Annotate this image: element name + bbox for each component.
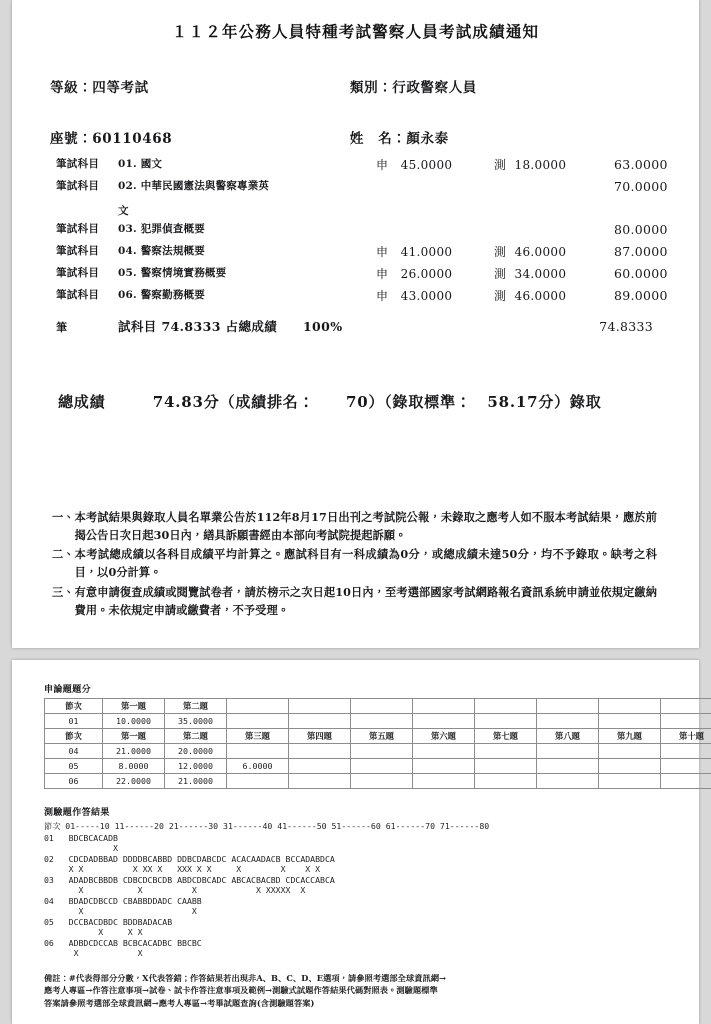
mc-answer-string: 05 DCCBACDBDC BDDBADACAB [44, 916, 173, 927]
exam-category: 類別：行政警察人員 [350, 80, 477, 96]
subject-kind: 筆試科目 [56, 245, 100, 257]
table-cell: 8.0000 [103, 759, 165, 774]
table-cell [351, 744, 413, 759]
table-cell [537, 774, 599, 789]
table-cell: 21.0000 [103, 744, 165, 759]
table-header-cell: 第十題 [661, 729, 711, 744]
footnote-line: 備註：#代表得部分分數，X代表答錯；作答結果若出現非A、B、C、D、E選項，請參照考選部全球資訊網→ [44, 972, 447, 983]
subject-name: 02. 中華民國憲法與警察專業英 [118, 180, 270, 192]
note-item [52, 508, 657, 544]
table-cell [413, 774, 475, 789]
note-body: 有意申請復查成績或閱覽試卷者，請於榜示之次日起10日內，至考選部國家考試網路報名資訊系統申請並依規定繳納費用。未依規定申請或繳費者，不予受理。 [74, 584, 657, 617]
mc-results-caption: 測驗題作答結果 [44, 808, 110, 818]
footnote-line: 應考人專區→作答注意事項→試卷、試卡作答注意事項及範例→測驗式試題作答結果代碼對照表。測驗題標準 [44, 985, 438, 996]
footnote-line: 答案請參照考選部全球資訊網→應考人專區→考畢試題查詢(含測驗題答案) [44, 997, 315, 1008]
mc-result-entry [44, 938, 669, 959]
exam-grade-row [12, 76, 699, 96]
note-marker: 二、 [52, 547, 75, 562]
summary-total-score: 74.8333 [599, 319, 653, 334]
mc-answer-string: 01 BDCBCACADB [44, 832, 118, 843]
table-cell [537, 759, 599, 774]
table-cell [537, 744, 599, 759]
table-cell [661, 759, 711, 774]
subject-essay-score: 申 26.0000 [376, 267, 453, 281]
summary-text: 試科目 74.8333 占總成績 100% [118, 319, 343, 334]
table-cell [289, 714, 351, 729]
subject-name: 06. 警察勤務概要 [118, 289, 205, 301]
essay-table-caption: 申論題題分 [44, 685, 92, 695]
seat-number: 座號：60110468 [50, 131, 173, 147]
table-cell [351, 759, 413, 774]
subject-name: 05. 警察情境實務概要 [118, 267, 227, 279]
subject-row [12, 290, 699, 312]
subject-total-score: 70.0000 [614, 179, 668, 194]
subject-name-continuation: 文 [118, 205, 129, 217]
subject-name-continuation-row [12, 203, 699, 224]
subject-mc-score: 測 18.0000 [494, 158, 567, 172]
subject-kind-spacer [56, 203, 118, 224]
mc-answer-string: 03 ADADBCBBDB CDBCDCBCDB ABDCDBCADC ABCACBACBD CDCACCABCA [44, 874, 335, 885]
table-cell [351, 714, 413, 729]
table-cell [289, 744, 351, 759]
table-header-cell [537, 699, 599, 714]
table-cell [537, 714, 599, 729]
table-cell [289, 774, 351, 789]
subject-mc-score: 測 34.0000 [494, 267, 567, 281]
mc-answer-string: 02 CDCDADBBAD DDDDBCABBD DDBCDABCDC ACACAADACB BCCADABDCA [44, 853, 335, 864]
table-header-cell [599, 699, 661, 714]
table-cell: 12.0000 [165, 759, 227, 774]
answer-detail-page [12, 660, 704, 1024]
mc-answer-string: 06 ADBDCDCCAB BCBCACADBC BBCBC [44, 937, 202, 948]
mc-results-section [44, 805, 669, 959]
table-header-cell [413, 699, 475, 714]
subject-mc-score: 測 46.0000 [494, 245, 567, 259]
note-item [52, 545, 657, 581]
table-cell [227, 714, 289, 729]
table-row [45, 744, 711, 759]
subject-essay-score: 申 41.0000 [376, 245, 453, 259]
table-header-cell: 第九題 [599, 729, 661, 744]
table-cell [475, 774, 537, 789]
table-header-cell: 第一題 [103, 729, 165, 744]
table-cell: 06 [45, 774, 103, 789]
table-cell: 6.0000 [227, 759, 289, 774]
table-header-cell: 第二題 [165, 729, 227, 744]
table-cell [599, 774, 661, 789]
table-cell: 35.0000 [165, 714, 227, 729]
table-header-cell: 第二題 [165, 699, 227, 714]
table-header-cell: 第四題 [289, 729, 351, 744]
exam-grade: 等級：四等考試 [50, 80, 149, 96]
table-header-cell: 第五題 [351, 729, 413, 744]
note-item [52, 583, 657, 619]
subject-row [12, 159, 699, 181]
table-header-cell: 第一題 [103, 699, 165, 714]
candidate-name: 姓 名：顏永泰 [350, 131, 449, 147]
table-cell [599, 714, 661, 729]
table-header-cell: 第八題 [537, 729, 599, 744]
note-body: 本考試結果與錄取人員名單業公告於112年8月17日出刊之考試院公報，未錄取之應考人如不服本考試結果，應於前揭公告日次日起30日內，繕具訴願書經由本部向考試院提起訴願。 [74, 510, 657, 543]
notes-section [12, 508, 699, 619]
table-cell [227, 744, 289, 759]
table-cell: 22.0000 [103, 774, 165, 789]
subject-kind: 筆試科目 [56, 289, 100, 301]
table-cell [413, 759, 475, 774]
table-cell: 10.0000 [103, 714, 165, 729]
table-row [45, 774, 711, 789]
subject-name: 01. 國文 [118, 158, 163, 170]
subject-kind: 筆試科目 [56, 158, 100, 170]
subject-row [12, 246, 699, 268]
subject-kind: 筆試科目 [56, 180, 100, 192]
mc-question-ruler: 節次 01-----10 11------20 21------30 31------40 41------50 51------60 61------70 71------80 [44, 821, 490, 831]
mc-wrong-marks: X [44, 843, 118, 853]
footnote-section [44, 972, 669, 1010]
essay-score-table [44, 698, 711, 789]
subject-total-score: 60.0000 [614, 266, 668, 281]
subject-name: 04. 警察法規概要 [118, 245, 205, 257]
table-cell [351, 774, 413, 789]
table-header-cell [289, 699, 351, 714]
table-cell [661, 774, 711, 789]
table-header-cell: 第六題 [413, 729, 475, 744]
page-title: １１２年公務人員特種考試警察人員考試成績通知 [171, 22, 540, 41]
table-header-cell: 第三題 [227, 729, 289, 744]
mc-wrong-marks: X X [44, 948, 143, 958]
subject-total-score: 80.0000 [614, 222, 668, 237]
subject-mc-score: 測 46.0000 [494, 289, 567, 303]
table-cell [475, 744, 537, 759]
subject-essay-score: 申 45.0000 [376, 158, 453, 172]
subject-total-score: 89.0000 [614, 288, 668, 303]
mc-wrong-marks: X X [44, 906, 197, 916]
table-cell: 04 [45, 744, 103, 759]
mc-result-entry [44, 896, 669, 917]
table-header-cell [661, 699, 711, 714]
subject-kind: 筆試科目 [56, 223, 100, 235]
table-cell: 21.0000 [165, 774, 227, 789]
mc-wrong-marks: X X X XX X XXX X X X X X X [44, 864, 321, 874]
subject-row [12, 224, 699, 246]
summary-kind: 筆 [56, 321, 73, 334]
note-marker: 一、 [52, 510, 75, 524]
table-row [45, 699, 711, 714]
subject-essay-score: 申 43.0000 [376, 289, 453, 303]
mc-result-entry [44, 917, 669, 938]
mc-wrong-marks: X X X X XXXXX X [44, 885, 306, 895]
table-header-cell [475, 699, 537, 714]
table-cell [289, 759, 351, 774]
subject-row [12, 268, 699, 290]
table-header-cell [351, 699, 413, 714]
table-cell: 20.0000 [165, 744, 227, 759]
subject-total-score: 87.0000 [614, 244, 668, 259]
table-cell: 01 [45, 714, 103, 729]
table-header-cell [227, 699, 289, 714]
note-body: 本考試總成績以各科目成績平均計算之。應試科目有一科成績為0分，或總成績未達50分，均不予錄取。缺考之科目，以0分計算。 [74, 547, 657, 580]
table-row [45, 759, 711, 774]
table-row [45, 729, 711, 744]
mc-wrong-marks: X X X [44, 927, 143, 937]
written-exam-summary-row [12, 317, 699, 339]
table-cell [227, 774, 289, 789]
table-cell [599, 744, 661, 759]
table-header-cell: 節次 [45, 699, 103, 714]
table-cell [599, 759, 661, 774]
mc-result-entry [44, 833, 669, 854]
subject-name: 03. 犯罪偵查概要 [118, 223, 205, 235]
mc-answer-string: 04 BDADCDBCCD CBABBDDADC CAABB [44, 895, 202, 906]
mc-result-entry [44, 875, 669, 896]
table-cell [475, 759, 537, 774]
table-header-cell: 節次 [45, 729, 103, 744]
subject-kind: 筆試科目 [56, 267, 100, 279]
grand-total-line: 總成績 74.83分（成績排名： 70）（錄取標準： 58.17分）錄取 [58, 393, 602, 411]
score-notice-page [12, 0, 699, 648]
table-cell: 05 [45, 759, 103, 774]
mc-result-entry [44, 854, 669, 875]
table-cell [661, 714, 711, 729]
subject-row [12, 181, 699, 203]
table-cell [475, 714, 537, 729]
subject-score-list [12, 159, 699, 339]
candidate-info-row [12, 127, 699, 147]
subject-total-score: 63.0000 [614, 157, 668, 172]
note-marker: 三、 [52, 584, 75, 599]
table-cell [413, 744, 475, 759]
table-cell [661, 744, 711, 759]
table-cell [413, 714, 475, 729]
table-row [45, 714, 711, 729]
table-header-cell: 第七題 [475, 729, 537, 744]
